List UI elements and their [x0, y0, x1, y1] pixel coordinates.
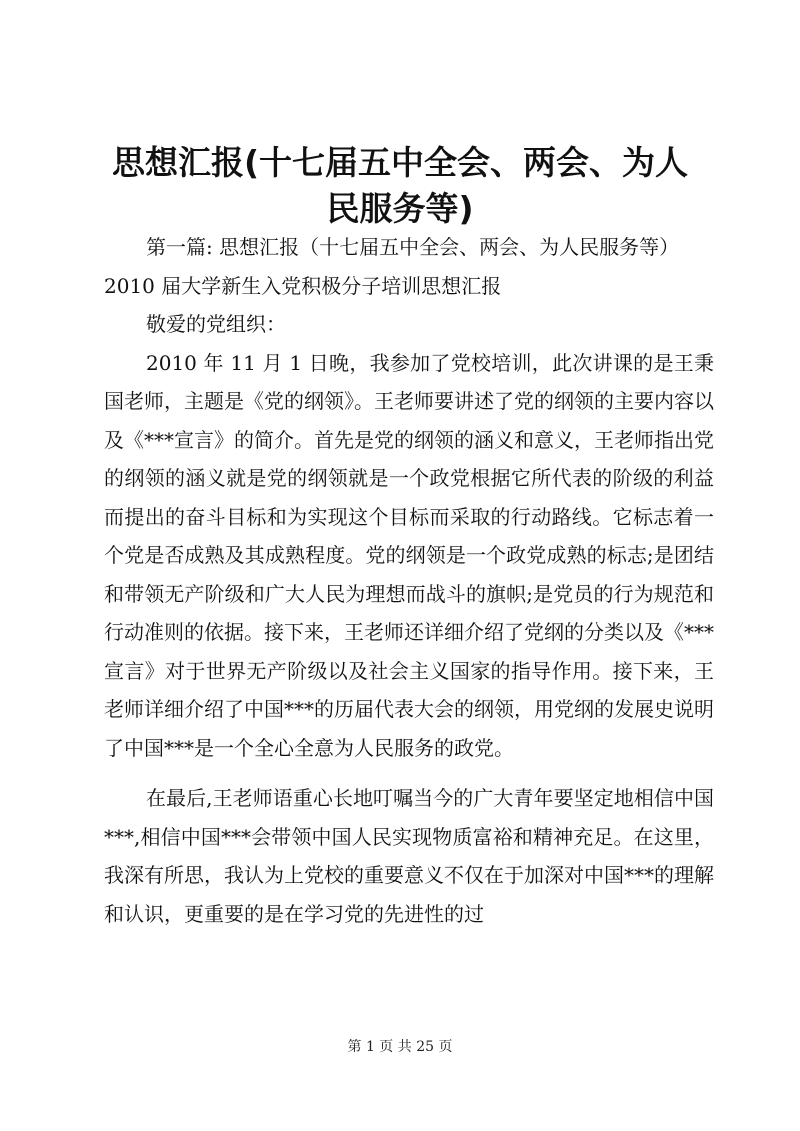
salutation: 敬爱的党组织：: [146, 312, 286, 336]
subheading: 2010 届大学新生入党积极分子培训思想汇报: [104, 273, 502, 298]
paragraph: 在最后,王老师语重心长地叮嘱当今的广大青年要坚定地相信中国***,相信中国***会带领中国人民实现物质富裕和精神充足。在这里，我深有所思，我认为上党校的重要意义不仅在于加深对中国***的理解和认识，更重要的是在学习党的先进性的过: [104, 786, 714, 926]
document-body: [104, 228, 714, 933]
paragraph-gap: [104, 767, 714, 779]
heading-line: 第一篇: 思想汇报（十七届五中全会、两会、为人民服务等）: [146, 235, 680, 259]
page-footer: 第 1 页 共 25 页: [347, 1039, 453, 1055]
document-title: 思想汇报(十七届五中全会、两会、为人民服务等): [111, 143, 689, 228]
paragraph: 2010 年 11 月 1 日晚，我参加了党校培训，此次讲课的是王秉国老师，主题是《党的纲领》。王老师要讲述了党的纲领的主要内容以及《***宣言》的简介。首先是党的纲领的涵义和意义，王老师指出党的纲领的涵义就是党的纲领就是一个政党根据它所代表的阶级的利益而提出的奋斗目标和为实现这个目标而采取的行动路线。它标志着一个党是否成熟及其成熟程度。党的纲领是一个政党成熟的标志;是团结和带领无产阶级和广大人民为理想而战斗的旗帜;是党员的行为规范和行动准则的依据。接下来，王老师还详细介绍了党纲的分类以及《***宣言》对于世界无产阶级以及社会主义国家的指导作用。接下来，王老师详细介绍了中国***的历届代表大会的纲领，用党纲的发展史说明了中国***是一个全心全意为人民服务的政党。: [104, 350, 714, 760]
